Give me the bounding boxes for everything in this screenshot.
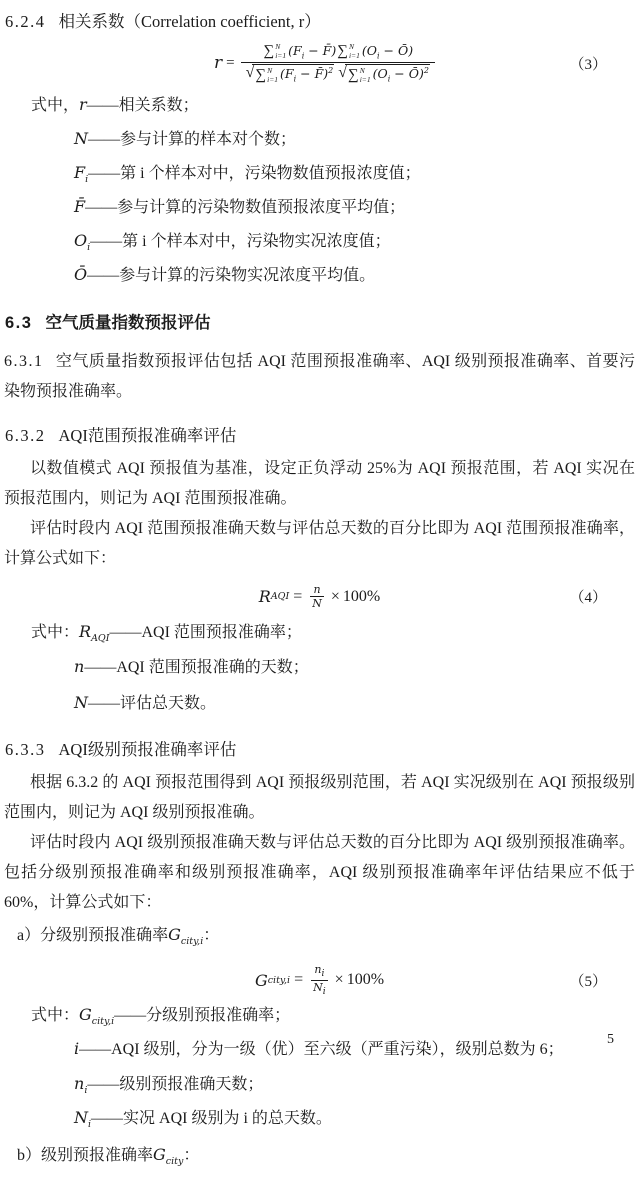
- paragraph-6-3-1: [4, 347, 635, 407]
- definition-line: [4, 1104, 635, 1138]
- math-var-G: G: [168, 924, 181, 944]
- percent-value: 100%: [346, 971, 385, 989]
- section-heading-6-3: [5, 309, 635, 333]
- definition-line: [4, 689, 635, 724]
- equation-5: [4, 963, 635, 997]
- summation-lower: i=1: [267, 75, 279, 85]
- definition-text: ——参与计算的样本对个数；: [88, 130, 297, 148]
- summation-upper: N: [275, 42, 281, 51]
- summation: [348, 66, 372, 85]
- math-var-sub: city,i: [267, 974, 291, 986]
- item-label: b）级别预报准确率: [17, 1146, 154, 1164]
- definition-text: ——评估总天数。: [88, 694, 217, 712]
- definition-text: ——AQI 范围预报准确率；: [109, 624, 302, 642]
- section-title: AQI级别预报准确率评估: [58, 739, 237, 759]
- definition-line: [4, 1070, 635, 1104]
- item-label: a）分级别预报准确率: [17, 926, 169, 944]
- math-var: r: [79, 94, 87, 114]
- section-heading-6-3-2: [5, 422, 635, 446]
- summation: [255, 66, 279, 85]
- fraction-denominator: $N_i$: [313, 980, 326, 997]
- sigma-symbol: ∑: [263, 42, 275, 59]
- math-var-sub: i: [87, 242, 91, 254]
- math-var: F: [74, 162, 86, 182]
- definition-line: [4, 653, 635, 688]
- definition-line: [4, 1035, 635, 1069]
- definition-line: [4, 91, 635, 125]
- radical-sign: √: [245, 63, 255, 81]
- equation-3: [4, 41, 635, 86]
- equation-4-formula: [259, 583, 380, 612]
- item-colon: ：: [203, 926, 220, 944]
- sigma-symbol: ∑: [255, 66, 267, 83]
- summation-limits: [267, 66, 278, 85]
- sigma-symbol: ∑: [337, 42, 348, 59]
- equals-sign: =: [294, 971, 304, 989]
- definition-text: ——相关系数；: [86, 96, 199, 114]
- math-var-R: R: [258, 587, 271, 607]
- definition-line: [4, 1001, 635, 1035]
- term-observed-squared: ($O_i$ − Ō)$^2$: [372, 66, 429, 84]
- section-number: 6.3: [5, 313, 33, 332]
- definition-text: ——第 i 个样本对中，污染物实况浓度值；: [90, 233, 391, 251]
- math-var: i: [74, 1039, 80, 1059]
- item-colon: ：: [183, 1146, 200, 1164]
- math-var-G: G: [153, 1144, 166, 1164]
- paragraph: 评估时段内 AQI 级别预报准确天数与评估总天数的百分比即为 AQI 级别预报准确率。包括分级别预报准确率和级别预报准确率，AQI 级别预报准确率年评估结果应不低于 60%，计算公式如下：: [4, 833, 635, 911]
- summation-lower: i=1: [348, 51, 360, 61]
- paragraph-text: 空气质量指数预报评估包括 AQI 范围预报准确率、AQI 级别预报准确率、首要污染物预报准确率。: [4, 352, 635, 400]
- summation: [337, 42, 361, 61]
- math-var: Ō: [74, 265, 88, 285]
- multiply-sign: ×: [330, 587, 340, 605]
- definition-text: ——参与计算的污染物实况浓度平均值。: [87, 267, 376, 285]
- summation-limits: [360, 66, 371, 85]
- list-item-a: [4, 920, 635, 957]
- multiply-sign: ×: [334, 971, 344, 989]
- radical-sign: √: [338, 63, 348, 81]
- definition-intro: 式中：: [31, 624, 80, 642]
- math-var-sub: AQI: [91, 633, 110, 645]
- section-heading-6-2-4: [5, 8, 635, 32]
- definition-text: ——第 i 个样本对中，污染物数值预报浓度值；: [88, 164, 421, 182]
- term-forecast-squared: ($F_i$ − F̄)$^2$: [280, 66, 334, 84]
- page-number: 5: [607, 1032, 614, 1047]
- fraction-denominator: [241, 62, 435, 86]
- definition-line: [4, 125, 635, 159]
- summation-lower: i=1: [275, 51, 287, 61]
- section-title: AQI范围预报准确率评估: [58, 425, 237, 445]
- equation-number-4: （4）: [569, 590, 607, 607]
- paragraph: 评估时段内 AQI 范围预报准确天数与评估总天数的百分比即为 AQI 范围预报准确率，计算公式如下：: [4, 519, 635, 567]
- sigma-symbol: ∑: [348, 66, 359, 83]
- math-var: N: [74, 1107, 88, 1127]
- math-var-G: G: [254, 970, 268, 990]
- section-number: 6.3.3: [5, 739, 46, 759]
- list-item-b: [4, 1140, 635, 1177]
- definition-text: ——参与计算的污染物数值预报浓度平均值；: [85, 199, 406, 217]
- math-var: N: [74, 692, 88, 712]
- math-var-sub: city,i: [91, 1016, 115, 1028]
- math-var-sub: city: [165, 1156, 184, 1168]
- equation-3-definitions: [4, 91, 635, 296]
- paragraph: 根据 6.3.2 的 AQI 预报范围得到 AQI 预报级别范围，若 AQI 实况级别在 AQI 预报级别范围内，则记为 AQI 级别预报准确。: [4, 773, 635, 821]
- math-var: N: [74, 128, 88, 148]
- summation-limits: [349, 42, 360, 61]
- definition-text: ——实况 AQI 级别为 i 的总天数。: [91, 1109, 332, 1127]
- fraction: [311, 963, 328, 997]
- term-forecast: ($F_i$ − F̄): [288, 42, 337, 61]
- section-title: 相关系数（Correlation coefficient, r）: [58, 12, 321, 31]
- percent-value: 100%: [342, 587, 381, 605]
- fraction-numerator: $n_i$: [314, 962, 325, 980]
- equals-sign: =: [226, 54, 235, 71]
- definition-text: ——AQI 级别，分为一级（优）至六级（严重污染），级别总数为 6；: [79, 1041, 564, 1059]
- term-observed: ($O_i$ − Ō): [361, 42, 414, 61]
- section-heading-6-3-3: [5, 736, 635, 760]
- fraction-numerator: [260, 41, 417, 62]
- square-root: [246, 64, 335, 85]
- math-var: R: [79, 622, 92, 642]
- square-root: [338, 64, 430, 85]
- math-var: G: [79, 1005, 92, 1025]
- definition-text: ——级别预报准确天数；: [87, 1075, 264, 1093]
- fraction: [310, 583, 324, 612]
- section-number: 6.3.2: [5, 425, 46, 445]
- math-var-r: r: [214, 53, 223, 74]
- section-title: 空气质量指数预报评估: [45, 313, 211, 332]
- definition-line: [4, 227, 635, 261]
- radicand: [345, 64, 430, 85]
- paragraph: 以数值模式 AQI 预报值为基准，设定正负浮动 25%为 AQI 预报范围，若 AQI 实况在预报范围内，则记为 AQI 范围预报准确。: [4, 459, 635, 507]
- radicand: [252, 64, 334, 85]
- fraction-numerator: n: [313, 582, 321, 596]
- fraction-denominator: N: [312, 597, 322, 611]
- definition-intro: 式中，: [31, 96, 80, 114]
- math-var-sub: i: [88, 1118, 92, 1130]
- math-var: F̄: [74, 197, 86, 217]
- definition-text: ——AQI 范围预报准确的天数；: [84, 659, 309, 677]
- summation: [264, 42, 288, 61]
- math-var-sub: i: [85, 174, 89, 186]
- equals-sign: =: [293, 587, 303, 605]
- definition-line: [4, 193, 635, 227]
- definition-line: [4, 261, 635, 295]
- equation-number-3: （3）: [569, 56, 607, 73]
- equation-number-5: （5）: [569, 973, 607, 990]
- math-var-sub: AQI: [270, 591, 290, 603]
- equation-4: [4, 583, 635, 612]
- section-number: 6.3.1: [4, 352, 44, 370]
- equation-5-formula: [255, 963, 384, 997]
- definition-line: [4, 159, 635, 193]
- definition-line: [4, 618, 635, 653]
- summation-upper: N: [267, 65, 273, 75]
- definition-intro: 式中：: [31, 1007, 80, 1025]
- fraction: [241, 41, 435, 86]
- summation-lower: i=1: [359, 75, 371, 85]
- math-var: O: [74, 231, 88, 251]
- math-var: n: [74, 1073, 85, 1093]
- summation-upper: N: [359, 65, 365, 75]
- math-var-sub: i: [84, 1084, 88, 1096]
- section-number: 6.2.4: [5, 12, 46, 31]
- equation-5-definitions: [4, 1001, 635, 1138]
- math-var: n: [74, 657, 85, 677]
- definition-text: ——分级别预报准确率；: [114, 1007, 291, 1025]
- equation-3-formula: [214, 41, 435, 86]
- summation-upper: N: [348, 42, 354, 51]
- equation-4-definitions: [4, 618, 635, 724]
- summation-limits: [275, 42, 286, 61]
- math-var-sub: city,i: [180, 935, 204, 947]
